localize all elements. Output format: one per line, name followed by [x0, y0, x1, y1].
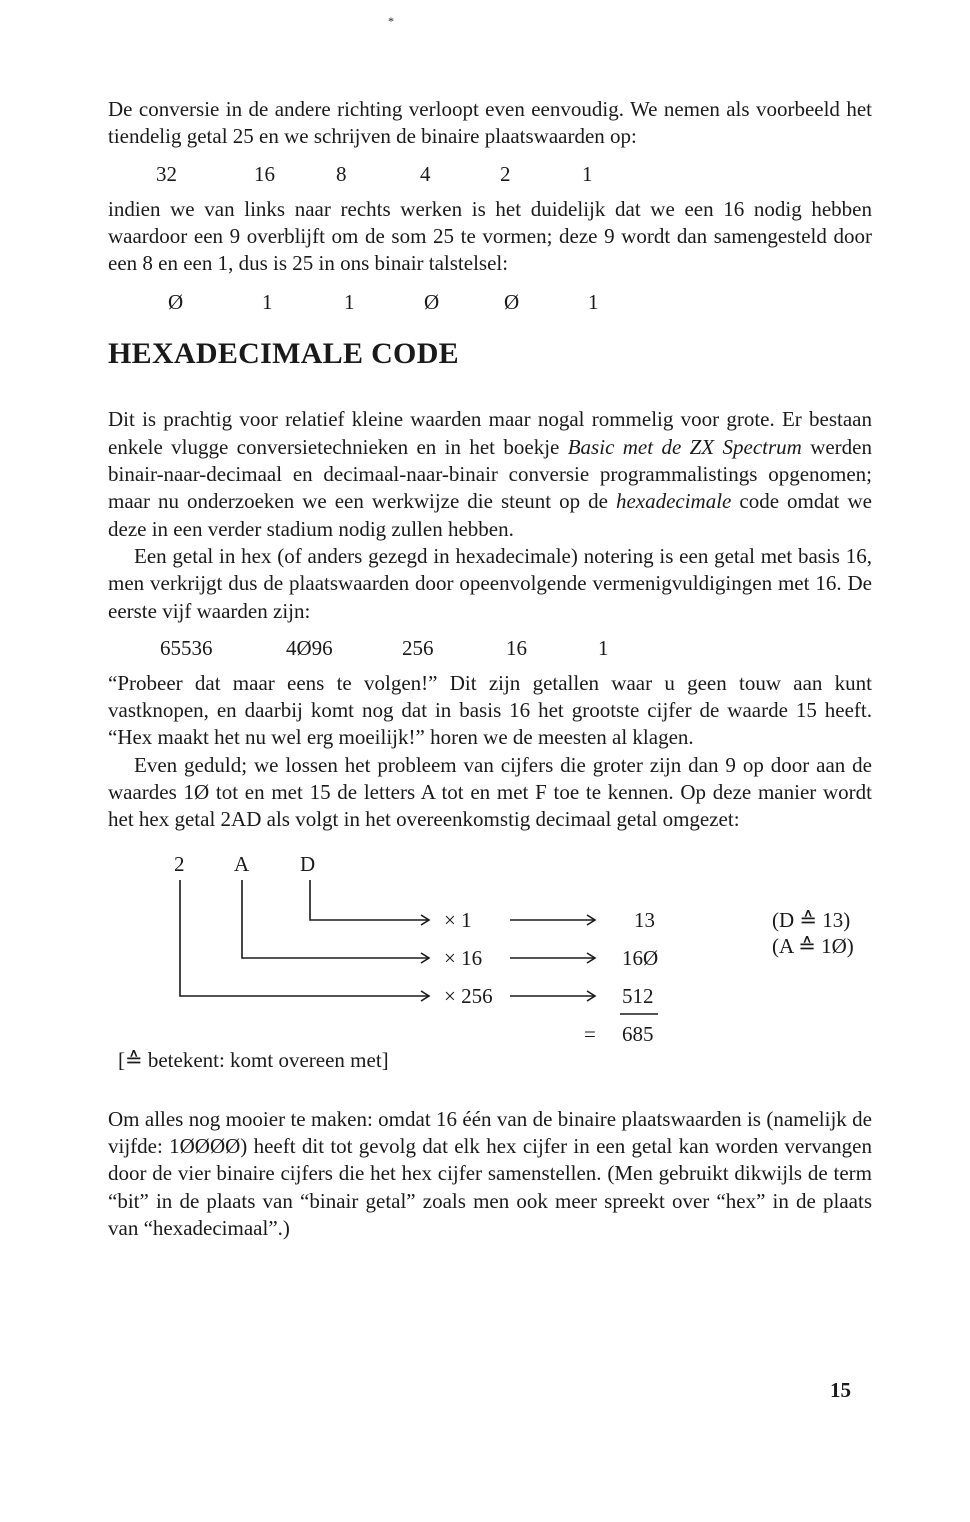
- section-heading: HEXADECIMALE CODE: [108, 337, 459, 371]
- binary-digit: Ø: [504, 290, 520, 315]
- place-value: 32: [156, 161, 177, 186]
- multiplier: × 16: [444, 945, 483, 970]
- place-value: 2: [500, 161, 511, 186]
- text-segment: werden binair-naar-decimaal en decimaal-naar-binair conversie programmalistings opgenomen; maar nu onderzoeken we een werkwijze die steunt op de: [108, 434, 872, 514]
- arrow-a: [242, 880, 428, 958]
- hex-place-value: 256: [402, 635, 434, 660]
- arrow-2: [180, 880, 428, 996]
- place-value: 16: [254, 161, 275, 186]
- hex-place-value: 65536: [160, 635, 213, 660]
- hex-digit: D: [300, 851, 316, 876]
- binary-digit: Ø: [168, 290, 184, 315]
- note-a: (A ≙ 1Ø): [772, 933, 854, 958]
- emphasis-term: hexadecimale: [615, 489, 732, 514]
- note-d: (D ≙ 13): [772, 907, 851, 932]
- hex-place-value: 1: [598, 635, 609, 660]
- text-segment: Dit is prachtig voor relatief kleine waarden maar nogal rommelig voor grote. Er bestaan enkele vlugge conversietechnieken en in het boekje: [108, 407, 872, 459]
- equals-sign: =: [584, 1021, 596, 1046]
- page-mark: *: [388, 14, 394, 28]
- hex-digit: 2: [174, 851, 185, 876]
- total: 685: [622, 1021, 654, 1046]
- binary-25: [108, 289, 872, 316]
- binary-place-values: [108, 161, 872, 188]
- place-value: 8: [336, 161, 347, 186]
- multiplier: × 1: [444, 907, 472, 932]
- hex-conversion-diagram: [108, 852, 872, 1082]
- paragraph-explanation: indien we van links naar rechts werken is het duidelijk dat we een 16 nodig hebben waardoor een 9 overblijft om de som 25 te vormen; deze 9 wordt dan samengesteld door een 8 en een 1, dus is 25 in ons binair talstelsel:: [108, 196, 872, 276]
- paragraph-hex-base: Een getal in hex (of anders gezegd in hexadecimale) notering is een getal met basis 16, men verkrijgt dus de plaatswaarden door opeenvolgende vermenigvuldigingen met 16. De eerste vijf waarden zijn:: [108, 543, 872, 623]
- hex-place-value: 4Ø96: [286, 635, 333, 660]
- binary-digit: Ø: [424, 290, 440, 315]
- binary-digit: 1: [344, 290, 355, 315]
- text-segment: code omdat we deze in een verder stadium nodig zullen hebben.: [108, 489, 872, 541]
- paragraph-hex-intro: [108, 406, 872, 542]
- legend: [≙ betekent: komt overeen met]: [118, 1047, 389, 1072]
- result: 16Ø: [622, 945, 659, 970]
- result: 512: [622, 983, 654, 1008]
- hex-place-values: [108, 635, 872, 662]
- place-value: 1: [582, 161, 593, 186]
- paragraph-letters: Even geduld; we lossen het probleem van cijfers die groter zijn dan 9 op door aan de waardes 1Ø tot en met 15 de letters A tot en met F toe te kennen. Op deze manier wordt het hex getal 2AD als volgt in het overeenkomstig decimaal getal omgezet:: [108, 752, 872, 832]
- page-content: [108, 96, 872, 1242]
- hex-place-value: 16: [506, 635, 527, 660]
- page-number: 15: [830, 1378, 851, 1402]
- paragraph-bits: Om alles nog mooier te maken: omdat 16 één van de binaire plaatswaarden is (namelijk de vijfde: 1ØØØØ) heeft dit tot gevolg dat elk hex cijfer in een getal kan worden vervangen door de vier binaire cijfers die het hex cijfer samenstellen. (Men gebruikt dikwijls de term “bit” in de plaats van “binair getal” zoals men ook meer spreekt over “hex” in de plaats van “hexadecimaal”.): [108, 1106, 872, 1240]
- paragraph-quote: “Probeer dat maar eens te volgen!” Dit zijn getallen waar u geen touw aan kunt vastknopen, en daarbij komt nog dat in basis 16 het grootste cijfer de waarde 15 heeft. “Hex maakt het nu wel erg moeilijk!” horen we de meesten al klagen.: [108, 670, 872, 750]
- paragraph-intro: De conversie in de andere richting verloopt even eenvoudig. We nemen als voorbeeld het tiendelig getal 25 en we schrijven de binaire plaatswaarden op:: [108, 97, 872, 149]
- binary-digit: 1: [588, 290, 599, 315]
- book-title: Basic met de ZX Spectrum: [567, 434, 802, 459]
- hex-digit: A: [234, 851, 250, 876]
- binary-digit: 1: [262, 290, 273, 315]
- place-value: 4: [420, 161, 431, 186]
- multiplier: × 256: [444, 983, 493, 1008]
- arrow-d: [310, 880, 428, 920]
- result: 13: [634, 907, 655, 932]
